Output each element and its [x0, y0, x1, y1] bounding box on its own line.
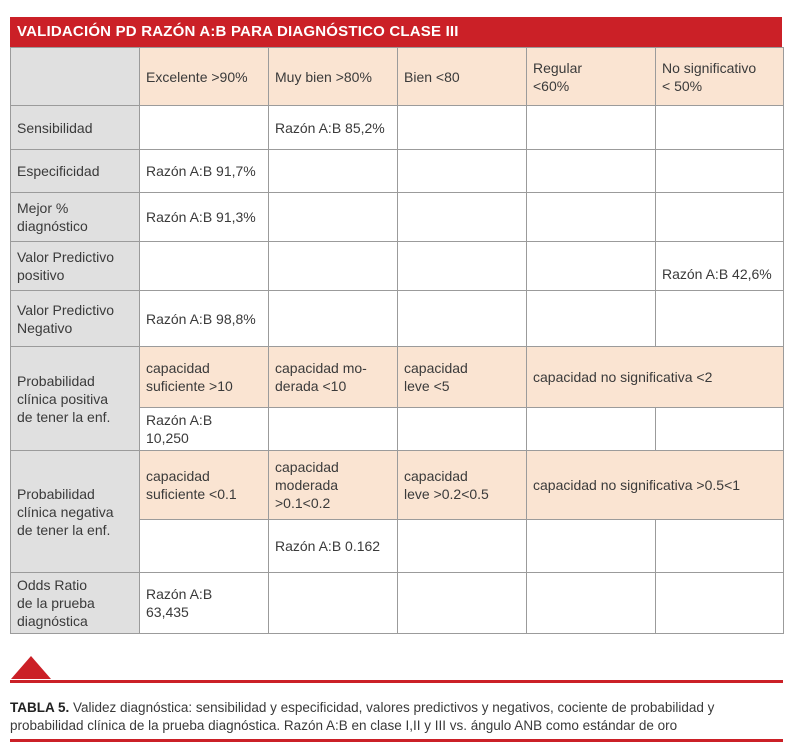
table-cell: capacidad moderada >0.1<0.2: [269, 451, 398, 520]
table-cell: Razón A:B 42,6%: [656, 242, 784, 291]
table-cell: Razón A:B 63,435: [140, 573, 269, 634]
table-caption: [10, 699, 788, 735]
table-cell: capacidad no significativa <2: [527, 347, 784, 408]
table-cell: Razón A:B 91,3%: [140, 193, 269, 242]
row-label: Probabilidad clínica positiva de tener la enf.: [11, 347, 140, 451]
table-cell: capacidad no significativa >0.5<1: [527, 451, 784, 520]
table-cell: Razón A:B 85,2%: [269, 106, 398, 150]
row-label: Probabilidad clínica negativa de tener la enf.: [11, 451, 140, 573]
column-header: Bien <80: [398, 48, 527, 106]
row-label: Sensibilidad: [11, 106, 140, 150]
table-cell: capacidad leve <5: [398, 347, 527, 408]
caption-bottom-rule: [10, 739, 783, 742]
caption-top-rule: [10, 680, 783, 683]
column-header: Muy bien >80%: [269, 48, 398, 106]
row-label: Especificidad: [11, 150, 140, 193]
table-title: VALIDACIÓN PD RAZÓN A:B PARA DIAGNÓSTICO CLASE III: [17, 23, 459, 40]
column-header: No significativo < 50%: [656, 48, 784, 106]
caption-label: TABLA 5.: [10, 700, 70, 715]
caption-text: Validez diagnóstica: sensibilidad y especificidad, valores predictivos y negativos, cociente de probabilidad y probabilidad clínica de la prueba diagnóstica. Razón A:B en clase I,II y III vs. ángulo ANB como estándar de oro: [10, 700, 715, 733]
table-cell: capacidad suficiente >10: [140, 347, 269, 408]
table-cell: Razón A:B 98,8%: [140, 291, 269, 347]
table-cell: Razón A:B 0.162: [269, 520, 398, 573]
row-label: Valor Predictivo positivo: [11, 242, 140, 291]
row-label: Odds Ratio de la prueba diagnóstica: [11, 573, 140, 634]
triangle-marker-icon: [11, 656, 51, 679]
column-header: Regular <60%: [527, 48, 656, 106]
table-cell: Razón A:B 10,250: [140, 408, 269, 451]
table-cell: capacidad mo- derada <10: [269, 347, 398, 408]
row-label: Mejor % diagnóstico: [11, 193, 140, 242]
table-cell: capacidad suficiente <0.1: [140, 451, 269, 520]
table-cell: capacidad leve >0.2<0.5: [398, 451, 527, 520]
table-cell: Razón A:B 91,7%: [140, 150, 269, 193]
row-label: Valor Predictivo Negativo: [11, 291, 140, 347]
column-header: Excelente >90%: [140, 48, 269, 106]
